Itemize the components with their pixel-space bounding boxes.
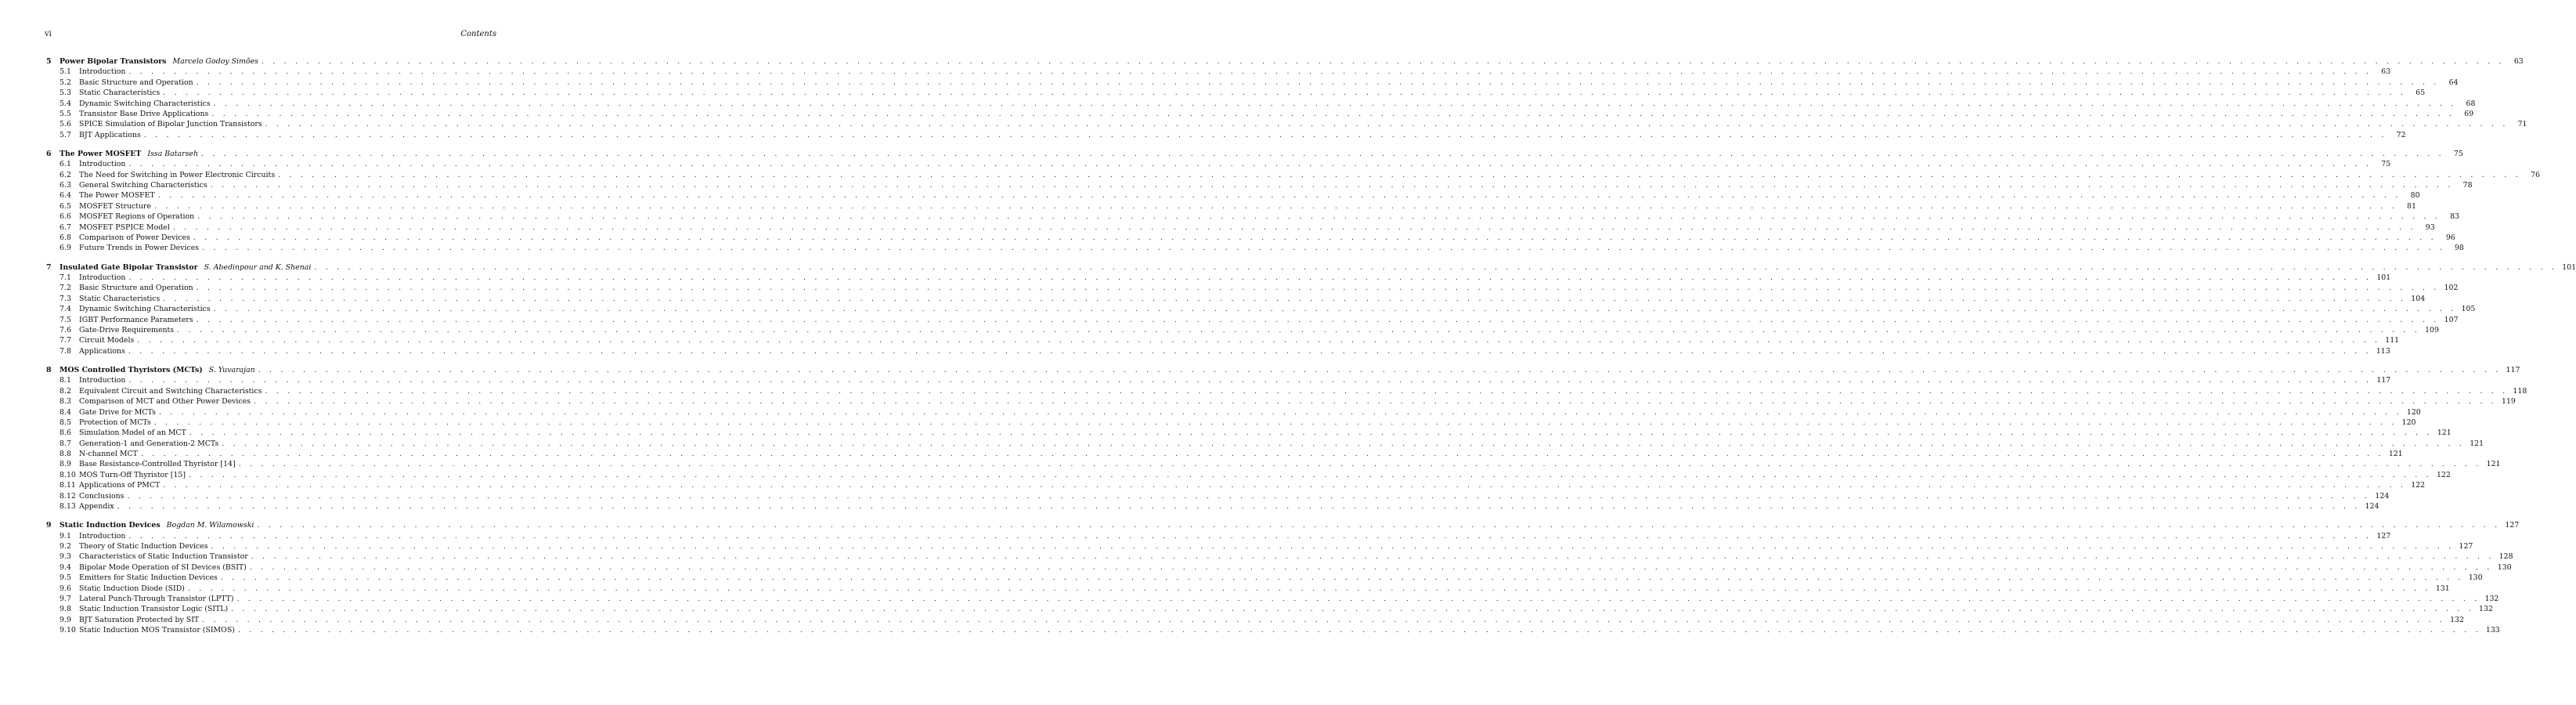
section-title: SPICE Simulation of Bipolar Junction Transistors bbox=[79, 120, 262, 129]
dot-leader: . . . . . . . . . . . . . . . . . . . . . . . . . . . . . . . . . . . . . . . . . . . . . . . . . . . . . . . . . . . . . . . . . . . . . . . . . . . . . . . . . . . . . . . . . . . . . . . . . . . . . . . . . . . . . . . . . . . . . . . . . . . . . . . . . . . . . . . . . . . . . . . . . . . . . . . . . . . . . . . . . . . . . . . . . . . . . . . . . . . . . . . . . . . . . . . . . . . . . . . . bbox=[157, 191, 2401, 201]
section-title: Generation-1 and Generation-2 MCTs bbox=[79, 439, 219, 448]
section-page: 120 bbox=[2406, 407, 2421, 417]
section-entry[interactable] bbox=[46, 190, 2420, 201]
section-number: 7.8 bbox=[60, 346, 71, 356]
section-page: 107 bbox=[2444, 315, 2459, 324]
section-number: 7.6 bbox=[60, 325, 71, 334]
chapter-author: Issa Batarseh bbox=[147, 149, 199, 158]
dot-leader: . . . . . . . . . . . . . . . . . . . . . . . . . . . . . . . . . . . . . . . . . . . . . . . . . . . . . . . . . . . . . . . . . . . . . . . . . . . . . . . . . . . . . . . . . . . . . . . . . . . . . . . . . . . . . . . . . . . . . . . . . . . . . . . . . . . . . . . . . . . . . . . . . . . . . . . . . . . . . . . . . . . . . . . . . . . . . . . . . . . . . . . . . . . . . . . . . . . . . . . . bbox=[177, 325, 2420, 334]
section-title: Protection of MCTs bbox=[79, 418, 151, 427]
section-title: Comparison of Power Devices bbox=[79, 233, 190, 243]
section-number: 9.8 bbox=[60, 605, 71, 614]
dot-leader: . . . . . . . . . . . . . . . . . . . . . . . . . . . . . . . . . . . . . . . . . . . . . . . . . . . . . . . . . . . . . . . . . . . . . . . . . . . . . . . . . . . . . . . . . . . . . . . . . . . . . . . . . . . . . . . . . . . . . . . . . . . . . . . . . . . . . . . . . . . . . . . . . . . . . . . . . . . . . . . . . . . . . . . . . . . . . . . . . . . . . . . . . . . . . . . . . . . . . . . . bbox=[128, 531, 2372, 540]
dot-leader: . . . . . . . . . . . . . . . . . . . . . . . . . . . . . . . . . . . . . . . . . . . . . . . . . . . . . . . . . . . . . . . . . . . . . . . . . . . . . . . . . . . . . . . . . . . . . . . . . . . . . . . . . . . . . . . . . . . . . . . . . . . . . . . . . . . . . . . . . . . . . . . . . . . . . . . . . . . . . . . . . . . . . . . . . . . . . . . . . . . . . . . . . . . . . . . . . . . . . . . . bbox=[189, 470, 2432, 479]
section-page: 80 bbox=[2410, 191, 2420, 201]
dot-leader: . . . . . . . . . . . . . . . . . . . . . . . . . . . . . . . . . . . . . . . . . . . . . . . . . . . . . . . . . . . . . . . . . . . . . . . . . . . . . . . . . . . . . . . . . . . . . . . . . . . . . . . . . . . . . . . . . . . . . . . . . . . . . . . . . . . . . . . . . . . . . . . . . . . . . . . . . . . . . . . . . . . . . . . . . . . . . . . . . . . . . . . . . . . . . . . . . . . . . . . . bbox=[128, 273, 2372, 283]
section-number: 9.1 bbox=[60, 531, 71, 540]
chapter-entry[interactable] bbox=[46, 520, 2520, 530]
table-of-contents bbox=[46, 56, 2576, 644]
section-title: Applications of PMCT bbox=[79, 481, 161, 490]
section-number: 6.7 bbox=[60, 222, 71, 232]
section-title: MOSFET Structure bbox=[79, 201, 152, 211]
section-title: IGBT Performance Parameters bbox=[79, 315, 193, 324]
dot-leader: . . . . . . . . . . . . . . . . . . . . . . . . . . . . . . . . . . . . . . . . . . . . . . . . . . . . . . . . . . . . . . . . . . . . . . . . . . . . . . . . . . . . . . . . . . . . . . . . . . . . . . . . . . . . . . . . . . . . . . . . . . . . . . . . . . . . . . . . . . . . . . . . . . . . . . . . . . . . . . . . . . . . . . . . . . . . . . . . . . . . . . . . . . . . . . . . . . . . . . . . bbox=[163, 481, 2407, 490]
section-title: Introduction bbox=[79, 531, 126, 540]
dot-leader: . . . . . . . . . . . . . . . . . . . . . . . . . . . . . . . . . . . . . . . . . . . . . . . . . . . . . . . . . . . . . . . . . . . . . . . . . . . . . . . . . . . . . . . . . . . . . . . . . . . . . . . . . . . . . . . . . . . . . . . . . . . . . . . . . . . . . . . . . . . . . . . . . . . . . . . . . . . . . . . . . . . . . . . . . . . . . . . . . . . . . . . . . . . . . . . . . . . . . . . . bbox=[163, 294, 2407, 303]
section-entry[interactable] bbox=[46, 501, 2379, 512]
section-title: Static Induction Diode (SID) bbox=[79, 584, 185, 593]
running-head bbox=[45, 30, 496, 41]
section-entry[interactable] bbox=[46, 243, 2464, 253]
section-page: 124 bbox=[2375, 491, 2390, 501]
section-number: 7.2 bbox=[60, 284, 71, 293]
section-page: 127 bbox=[2459, 541, 2473, 551]
section-entry[interactable] bbox=[46, 439, 2484, 449]
section-number: 5.2 bbox=[60, 78, 71, 87]
section-number: 5.5 bbox=[60, 109, 71, 118]
section-page: 131 bbox=[2435, 584, 2450, 593]
dot-leader: . . . . . . . . . . . . . . . . . . . . . . . . . . . . . . . . . . . . . . . . . . . . . . . . . . . . . . . . . . . . . . . . . . . . . . . . . . . . . . . . . . . . . . . . . . . . . . . . . . . . . . . . . . . . . . . . . . . . . . . . . . . . . . . . . . . . . . . . . . . . . . . . . . . . . . . . . . . . . . . . . . . . . . . . . . . . . . . . . . . . . . . . . . . . . . . . . . . . . . . . bbox=[213, 305, 2457, 314]
chapter-page: 127 bbox=[2505, 521, 2520, 530]
section-title: Basic Structure and Operation bbox=[79, 78, 193, 87]
section-title: The Need for Switching in Power Electronic Circuits bbox=[79, 170, 276, 179]
dot-leader: . . . . . . . . . . . . . . . . . . . . . . . . . . . . . . . . . . . . . . . . . . . . . . . . . . . . . . . . . . . . . . . . . . . . . . . . . . . . . . . . . . . . . . . . . . . . . . . . . . . . . . . . . . . . . . . . . . . . . . . . . . . . . . . . . . . . . . . . . . . . . . . . . . . . . . . . . . . . . . . . . . . . . . . . . . . . . . . . . . . . . . . . . . . . . . . . . . . . . . . . bbox=[213, 99, 2457, 108]
dot-leader: . . . . . . . . . . . . . . . . . . . . . . . . . . . . . . . . . . . . . . . . . . . . . . . . . . . . . . . . . . . . . . . . . . . . . . . . . . . . . . . . . . . . . . . . . . . . . . . . . . . . . . . . . . . . . . . . . . . . . . . . . . . . . . . . . . . . . . . . . . . . . . . . . . . . . . . . . . . . . . . . . . . . . . . . . . . . . . . . . . . . . . . . . . . . . . . . . . . . . . . . bbox=[128, 160, 2372, 169]
section-number: 9.5 bbox=[60, 573, 71, 583]
section-page: 72 bbox=[2396, 130, 2406, 139]
section-number: 7.3 bbox=[60, 294, 71, 303]
section-title: General Switching Characteristics bbox=[79, 181, 207, 190]
chapter-block bbox=[46, 262, 2576, 357]
section-number: 7.5 bbox=[60, 315, 71, 324]
chapter-page: 75 bbox=[2453, 149, 2463, 158]
section-number: 9.7 bbox=[60, 594, 71, 603]
section-entry[interactable] bbox=[46, 159, 2391, 169]
section-number: 8.9 bbox=[60, 460, 71, 469]
section-title: Lateral Punch-Through Transistor (LPTT) bbox=[79, 594, 234, 603]
section-number: 8.3 bbox=[60, 397, 71, 407]
page-number: vi bbox=[45, 30, 52, 38]
section-title: Base Resistance-Controlled Thyristor [14] bbox=[79, 460, 236, 469]
section-page: 132 bbox=[2479, 605, 2493, 614]
dot-leader: . . . . . . . . . . . . . . . . . . . . . . . . . . . . . . . . . . . . . . . . . . . . . . . . . . . . . . . . . . . . . . . . . . . . . . . . . . . . . . . . . . . . . . . . . . . . . . . . . . . . . . . . . . . . . . . . . . . . . . . . . . . . . . . . . . . . . . . . . . . . . . . . . . . . . . . . . . . . . . . . . . . . . . . . . . . . . . . . . . . . . . . . . . . . . . . . . . . . . . . . bbox=[254, 397, 2497, 407]
section-number: 6.2 bbox=[60, 170, 71, 179]
section-number: 8.4 bbox=[60, 407, 71, 417]
chapter-author: S. Abedinpour and K. Shenai bbox=[204, 262, 312, 272]
section-page: 76 bbox=[2531, 170, 2540, 179]
section-entry[interactable] bbox=[46, 201, 2416, 212]
section-page: 102 bbox=[2444, 284, 2459, 293]
section-title: Introduction bbox=[79, 160, 126, 169]
dot-leader: . . . . . . . . . . . . . . . . . . . . . . . . . . . . . . . . . . . . . . . . . . . . . . . . . . . . . . . . . . . . . . . . . . . . . . . . . . . . . . . . . . . . . . . . . . . . . . . . . . . . . . . . . . . . . . . . . . . . . . . . . . . . . . . . . . . . . . . . . . . . . . . . . . . . . . . . . . . . . . . . . . . . . . . . . . . . . . . . . . . . . . . . . . . . . . . . . . . . . . . . bbox=[137, 336, 2381, 345]
section-title: Dynamic Switching Characteristics bbox=[79, 99, 211, 108]
section-page: 130 bbox=[2468, 573, 2483, 583]
section-entry[interactable] bbox=[46, 428, 2452, 438]
section-entry[interactable] bbox=[46, 119, 2527, 129]
section-title: The Power MOSFET bbox=[79, 191, 155, 201]
section-page: 96 bbox=[2445, 233, 2455, 243]
section-page: 122 bbox=[2436, 470, 2451, 479]
dot-leader: . . . . . . . . . . . . . . . . . . . . . . . . . . . . . . . . . . . . . . . . . . . . . . . . . . . . . . . . . . . . . . . . . . . . . . . . . . . . . . . . . . . . . . . . . . . . . . . . . . . . . . . . . . . . . . . . . . . . . . . . . . . . . . . . . . . . . . . . . . . . . . . . . . . . . . . . . . . . . . . . . . . . . . . . . . . . . . . . . . . . . . . . . . . . . . . . . . . . . . . . bbox=[237, 626, 2481, 635]
section-number: 7.7 bbox=[60, 336, 71, 345]
section-entry[interactable] bbox=[46, 562, 2512, 573]
section-entry[interactable] bbox=[46, 304, 2476, 314]
section-page: 83 bbox=[2450, 212, 2460, 222]
chapter-title: Insulated Gate Bipolar Transistor bbox=[60, 262, 198, 272]
dot-leader: . . . . . . . . . . . . . . . . . . . . . . . . . . . . . . . . . . . . . . . . . . . . . . . . . . . . . . . . . . . . . . . . . . . . . . . . . . . . . . . . . . . . . . . . . . . . . . . . . . . . . . . . . . . . . . . . . . . . . . . . . . . . . . . . . . . . . . . . . . . . . . . . . . . . . . . . . . . . . . . . . . . . . . . . . . . . . . . . . . . . . . . . . . . . . . . . . . . . . . . . bbox=[128, 376, 2372, 385]
dot-leader: . . . . . . . . . . . . . . . . . . . . . . . . . . . . . . . . . . . . . . . . . . . . . . . . . . . . . . . . . . . . . . . . . . . . . . . . . . . . . . . . . . . . . . . . . . . . . . . . . . . . . . . . . . . . . . . . . . . . . . . . . . . . . . . . . . . . . . . . . . . . . . . . . . . . . . . . . . . . . . . . . . . . . . . . . . . . . . . . . . . . . . . . . . . . . . . . . . . . . . . . bbox=[196, 284, 2440, 293]
section-entry[interactable] bbox=[46, 233, 2455, 243]
section-entry[interactable] bbox=[46, 78, 2459, 88]
section-page: 124 bbox=[2365, 502, 2379, 512]
section-page: 75 bbox=[2381, 160, 2391, 169]
running-title: Contents bbox=[460, 30, 496, 38]
chapter-number: 7 bbox=[46, 262, 52, 272]
section-title: Basic Structure and Operation bbox=[79, 284, 193, 293]
section-page: 119 bbox=[2501, 397, 2516, 407]
section-number: 6.1 bbox=[60, 160, 71, 169]
dot-leader: . . . . . . . . . . . . . . . . . . . . . . . . . . . . . . . . . . . . . . . . . . . . . . . . . . . . . . . . . . . . . . . . . . . . . . . . . . . . . . . . . . . . . . . . . . . . . . . . . . . . . . . . . . . . . . . . . . . . . . . . . . . . . . . . . . . . . . . . . . . . . . . . . . . . . . . . . . . . . . . . . . . . . . . . . . . . . . . . . . . . . . . . . . . . . . . . . . . . . . . . bbox=[189, 428, 2433, 438]
section-title: Emitters for Static Induction Devices bbox=[79, 573, 218, 583]
section-entry[interactable] bbox=[46, 315, 2459, 325]
chapter-page: 63 bbox=[2513, 57, 2524, 66]
section-page: 65 bbox=[2415, 89, 2426, 98]
section-page: 98 bbox=[2454, 244, 2464, 253]
dot-leader: . . . . . . . . . . . . . . . . . . . . . . . . . . . . . . . . . . . . . . . . . . . . . . . . . . . . . . . . . . . . . . . . . . . . . . . . . . . . . . . . . . . . . . . . . . . . . . . . . . . . . . . . . . . . . . . . . . . . . . . . . . . . . . . . . . . . . . . . . . . . . . . . . . . . . . . . . . . . . . . . . . . . . . . . . . . . . . . . . . . . . . . . . . . . . . . . . . . . . . . . bbox=[211, 109, 2455, 118]
section-entry[interactable] bbox=[46, 625, 2500, 635]
chapter-number: 9 bbox=[46, 521, 52, 530]
section-entry[interactable] bbox=[46, 375, 2391, 385]
section-number: 6.8 bbox=[60, 233, 71, 243]
section-entry[interactable] bbox=[46, 449, 2403, 459]
section-page: 63 bbox=[2381, 67, 2391, 77]
chapter-author: Marcelo Godoy Simões bbox=[172, 57, 258, 66]
section-page: 118 bbox=[2513, 386, 2527, 396]
dot-leader: . . . . . . . . . . . . . . . . . . . . . . . . . . . . . . . . . . . . . . . . . . . . . . . . . . . . . . . . . . . . . . . . . . . . . . . . . . . . . . . . . . . . . . . . . . . . . . . . . . . . . . . . . . . . . . . . . . . . . . . . . . . . . . . . . . . . . . . . . . . . . . . . . . . . . . . . . . . . . . . . . . . . . . . . . . . . . . . . . . . . . . . . . . . . . . . . . . . . . . . . bbox=[238, 460, 2482, 469]
chapter-title: MOS Controlled Thyristors (MCTs) bbox=[60, 365, 203, 374]
section-number: 5.6 bbox=[60, 120, 71, 129]
section-entry[interactable] bbox=[46, 407, 2421, 418]
dot-leader: . . . . . . . . . . . . . . . . . . . . . . . . . . . . . . . . . . . . . . . . . . . . . . . . . . . . . . . . . . . . . . . . . . . . . . . . . . . . . . . . . . . . . . . . . . . . . . . . . . . . . . . . . . . . . . . . . . . . . . . . . . . . . . . . . . . . . . . . . . . . . . . . . . . . . . . . . . . . . . . . . . . . . . . . . . . . . . . . . . . . . . . . . . . . . . . . . . . . . . . . bbox=[258, 365, 2502, 374]
dot-leader: . . . . . . . . . . . . . . . . . . . . . . . . . . . . . . . . . . . . . . . . . . . . . . . . . . . . . . . . . . . . . . . . . . . . . . . . . . . . . . . . . . . . . . . . . . . . . . . . . . . . . . . . . . . . . . . . . . . . . . . . . . . . . . . . . . . . . . . . . . . . . . . . . . . . . . . . . . . . . . . . . . . . . . . . . . . . . . . . . . . . . . . . . . . . . . . . . . . . . . . . bbox=[154, 201, 2397, 211]
section-entry[interactable] bbox=[46, 130, 2406, 140]
dot-leader: . . . . . . . . . . . . . . . . . . . . . . . . . . . . . . . . . . . . . . . . . . . . . . . . . . . . . . . . . . . . . . . . . . . . . . . . . . . . . . . . . . . . . . . . . . . . . . . . . . . . . . . . . . . . . . . . . . . . . . . . . . . . . . . . . . . . . . . . . . . . . . . . . . . . . . . . . . . . . . . . . . . . . . . . . . . . . . . . . . . . . . . . . . . . . . . . . . . . . . . . bbox=[202, 244, 2445, 253]
dot-leader: . . . . . . . . . . . . . . . . . . . . . . . . . . . . . . . . . . . . . . . . . . . . . . . . . . . . . . . . . . . . . . . . . . . . . . . . . . . . . . . . . . . . . . . . . . . . . . . . . . . . . . . . . . . . . . . . . . . . . . . . . . . . . . . . . . . . . . . . . . . . . . . . . . . . . . . . . . . . . . . . . . . . . . . . . . . . . . . . . . . . . . . . . . . . . . . . . . . . . . . . bbox=[201, 149, 2444, 158]
section-entry[interactable] bbox=[46, 491, 2390, 501]
section-title: Static Induction MOS Transistor (SIMOS) bbox=[79, 626, 235, 635]
section-number: 8.13 bbox=[60, 502, 76, 512]
dot-leader: . . . . . . . . . . . . . . . . . . . . . . . . . . . . . . . . . . . . . . . . . . . . . . . . . . . . . . . . . . . . . . . . . . . . . . . . . . . . . . . . . . . . . . . . . . . . . . . . . . . . . . . . . . . . . . . . . . . . . . . . . . . . . . . . . . . . . . . . . . . . . . . . . . . . . . . . . . . . . . . . . . . . . . . . . . . . . . . . . . . . . . . . . . . . . . . . . . . . . . . . bbox=[222, 439, 2466, 448]
section-page: 132 bbox=[2450, 615, 2464, 624]
chapter-page: 117 bbox=[2506, 365, 2520, 374]
chapter-title: Static Induction Devices bbox=[60, 521, 161, 530]
section-title: Future Trends in Power Devices bbox=[79, 244, 200, 253]
section-page: 104 bbox=[2411, 294, 2426, 303]
section-number: 8.8 bbox=[60, 450, 71, 459]
section-entry[interactable] bbox=[46, 294, 2426, 304]
section-entry[interactable] bbox=[46, 222, 2435, 233]
section-entry[interactable] bbox=[46, 604, 2493, 614]
section-title: MOS Turn-Off Thyristor [15] bbox=[79, 470, 186, 479]
dot-leader: . . . . . . . . . . . . . . . . . . . . . . . . . . . . . . . . . . . . . . . . . . . . . . . . . . . . . . . . . . . . . . . . . . . . . . . . . . . . . . . . . . . . . . . . . . . . . . . . . . . . . . . . . . . . . . . . . . . . . . . . . . . . . . . . . . . . . . . . . . . . . . . . . . . . . . . . . . . . . . . . . . . . . . . . . . . . . . . . . . . . . . . . . . . . . . . . . . . . . . . . bbox=[128, 67, 2372, 77]
section-entry[interactable] bbox=[46, 531, 2391, 541]
chapter-block bbox=[46, 56, 2527, 140]
section-page: 109 bbox=[2425, 325, 2439, 334]
section-title: Introduction bbox=[79, 376, 126, 385]
section-page: 128 bbox=[2498, 552, 2513, 562]
section-number: 7.4 bbox=[60, 305, 71, 314]
section-page: 117 bbox=[2376, 376, 2391, 385]
section-entry[interactable] bbox=[46, 470, 2451, 480]
section-entry[interactable] bbox=[46, 325, 2439, 335]
section-number: 9.3 bbox=[60, 552, 71, 562]
section-page: 81 bbox=[2407, 201, 2416, 211]
section-entry[interactable] bbox=[46, 283, 2459, 293]
section-entry[interactable] bbox=[46, 551, 2513, 562]
dot-leader: . . . . . . . . . . . . . . . . . . . . . . . . . . . . . . . . . . . . . . . . . . . . . . . . . . . . . . . . . . . . . . . . . . . . . . . . . . . . . . . . . . . . . . . . . . . . . . . . . . . . . . . . . . . . . . . . . . . . . . . . . . . . . . . . . . . . . . . . . . . . . . . . . . . . . . . . . . . . . . . . . . . . . . . . . . . . . . . . . . . . . . . . . . . . . . . . . . . . . . . . bbox=[265, 120, 2509, 129]
chapter-block bbox=[46, 365, 2527, 512]
section-entry[interactable] bbox=[46, 180, 2473, 190]
section-page: 93 bbox=[2425, 222, 2435, 232]
section-page: 71 bbox=[2517, 120, 2527, 129]
section-number: 6.9 bbox=[60, 244, 71, 253]
dot-leader: . . . . . . . . . . . . . . . . . . . . . . . . . . . . . . . . . . . . . . . . . . . . . . . . . . . . . . . . . . . . . . . . . . . . . . . . . . . . . . . . . . . . . . . . . . . . . . . . . . . . . . . . . . . . . . . . . . . . . . . . . . . . . . . . . . . . . . . . . . . . . . . . . . . . . . . . . . . . . . . . . . . . . . . . . . . . . . . . . . . . . . . . . . . . . . . . . . . . . . . . bbox=[249, 562, 2493, 572]
chapter-entry[interactable] bbox=[46, 262, 2576, 273]
dot-leader: . . . . . . . . . . . . . . . . . . . . . . . . . . . . . . . . . . . . . . . . . . . . . . . . . . . . . . . . . . . . . . . . . . . . . . . . . . . . . . . . . . . . . . . . . . . . . . . . . . . . . . . . . . . . . . . . . . . . . . . . . . . . . . . . . . . . . . . . . . . . . . . . . . . . . . . . . . . . . . . . . . . . . . . . . . . . . . . . . . . . . . . . . . . . . . . . . . . . . . . . bbox=[158, 407, 2402, 417]
section-title: Static Induction Transistor Logic (SITL) bbox=[79, 605, 229, 614]
section-page: 121 bbox=[2388, 450, 2403, 459]
section-title: Theory of Static Induction Devices bbox=[79, 541, 208, 551]
section-title: Simulation Model of an MCT bbox=[79, 428, 186, 438]
section-title: Comparison of MCT and Other Power Devices bbox=[79, 397, 251, 407]
section-title: Appendix bbox=[79, 502, 114, 512]
section-number: 8.5 bbox=[60, 418, 71, 427]
section-number: 9.6 bbox=[60, 584, 71, 593]
section-title: Dynamic Switching Characteristics bbox=[79, 305, 211, 314]
section-title: N-channel MCT bbox=[79, 450, 138, 459]
dot-leader: . . . . . . . . . . . . . . . . . . . . . . . . . . . . . . . . . . . . . . . . . . . . . . . . . . . . . . . . . . . . . . . . . . . . . . . . . . . . . . . . . . . . . . . . . . . . . . . . . . . . . . . . . . . . . . . . . . . . . . . . . . . . . . . . . . . . . . . . . . . . . . . . . . . . . . . . . . . . . . . . . . . . . . . . . . . . . . . . . . . . . . . . . . . . . . . . . . . . . . . . bbox=[210, 181, 2454, 190]
section-page: 121 bbox=[2470, 439, 2484, 448]
section-entry[interactable] bbox=[46, 594, 2499, 604]
section-entry[interactable] bbox=[46, 418, 2416, 428]
dot-leader: . . . . . . . . . . . . . . . . . . . . . . . . . . . . . . . . . . . . . . . . . . . . . . . . . . . . . . . . . . . . . . . . . . . . . . . . . . . . . . . . . . . . . . . . . . . . . . . . . . . . . . . . . . . . . . . . . . . . . . . . . . . . . . . . . . . . . . . . . . . . . . . . . . . . . . . . . . . . . . . . . . . . . . . . . . . . . . . . . . . . . . . . . . . . . . . . . . . . . . . . bbox=[193, 233, 2437, 243]
section-number: 8.10 bbox=[60, 470, 76, 479]
chapter-number: 6 bbox=[46, 149, 52, 158]
section-title: Equivalent Circuit and Switching Characteristics bbox=[79, 386, 262, 396]
chapter-author: Bogdan M. Wilamowski bbox=[166, 521, 254, 530]
section-title: BJT Saturation Protected by SIT bbox=[79, 615, 200, 624]
dot-leader: . . . . . . . . . . . . . . . . . . . . . . . . . . . . . . . . . . . . . . . . . . . . . . . . . . . . . . . . . . . . . . . . . . . . . . . . . . . . . . . . . . . . . . . . . . . . . . . . . . . . . . . . . . . . . . . . . . . . . . . . . . . . . . . . . . . . . . . . . . . . . . . . . . . . . . . . . . . . . . . . . . . . . . . . . . . . . . . . . . . . . . . . . . . . . . . . . . . . . . . . bbox=[202, 615, 2445, 624]
dot-leader: . . . . . . . . . . . . . . . . . . . . . . . . . . . . . . . . . . . . . . . . . . . . . . . . . . . . . . . . . . . . . . . . . . . . . . . . . . . . . . . . . . . . . . . . . . . . . . . . . . . . . . . . . . . . . . . . . . . . . . . . . . . . . . . . . . . . . . . . . . . . . . . . . . . . . . . . . . . . . . . . . . . . . . . . . . . . . . . . . . . . . . . . . . . . . . . . . . . . . . . . bbox=[196, 315, 2440, 324]
section-page: 113 bbox=[2376, 346, 2390, 356]
section-title: Circuit Models bbox=[79, 336, 135, 345]
section-number: 5.1 bbox=[60, 67, 71, 77]
section-entry[interactable] bbox=[46, 346, 2390, 356]
chapter-title: The Power MOSFET bbox=[60, 149, 142, 158]
section-number: 6.6 bbox=[60, 212, 71, 222]
chapter-author: S. Yuvarajan bbox=[208, 365, 255, 374]
section-entry[interactable] bbox=[46, 480, 2426, 490]
dot-leader: . . . . . . . . . . . . . . . . . . . . . . . . . . . . . . . . . . . . . . . . . . . . . . . . . . . . . . . . . . . . . . . . . . . . . . . . . . . . . . . . . . . . . . . . . . . . . . . . . . . . . . . . . . . . . . . . . . . . . . . . . . . . . . . . . . . . . . . . . . . . . . . . . . . . . . . . . . . . . . . . . . . . . . . . . . . . . . . . . . . . . . . . . . . . . . . . . . . . . . . . bbox=[265, 386, 2509, 396]
section-entry[interactable] bbox=[46, 584, 2450, 594]
dot-leader: . . . . . . . . . . . . . . . . . . . . . . . . . . . . . . . . . . . . . . . . . . . . . . . . . . . . . . . . . . . . . . . . . . . . . . . . . . . . . . . . . . . . . . . . . . . . . . . . . . . . . . . . . . . . . . . . . . . . . . . . . . . . . . . . . . . . . . . . . . . . . . . . . . . . . . . . . . . . . . . . . . . . . . . . . . . . . . . . . . . . . . . . . . . . . . . . . . . . . . . . bbox=[153, 418, 2397, 427]
section-title: Static Characteristics bbox=[79, 89, 161, 98]
dot-leader: . . . . . . . . . . . . . . . . . . . . . . . . . . . . . . . . . . . . . . . . . . . . . . . . . . . . . . . . . . . . . . . . . . . . . . . . . . . . . . . . . . . . . . . . . . . . . . . . . . . . . . . . . . . . . . . . . . . . . . . . . . . . . . . . . . . . . . . . . . . . . . . . . . . . . . . . . . . . . . . . . . . . . . . . . . . . . . . . . . . . . . . . . . . . . . . . . . . . . . . . bbox=[314, 262, 2558, 272]
section-title: Transistor Base Drive Applications bbox=[79, 109, 209, 118]
section-entry[interactable] bbox=[46, 212, 2460, 222]
chapter-title: Power Bipolar Transistors bbox=[60, 57, 167, 66]
section-number: 5.7 bbox=[60, 130, 71, 139]
dot-leader: . . . . . . . . . . . . . . . . . . . . . . . . . . . . . . . . . . . . . . . . . . . . . . . . . . . . . . . . . . . . . . . . . . . . . . . . . . . . . . . . . . . . . . . . . . . . . . . . . . . . . . . . . . . . . . . . . . . . . . . . . . . . . . . . . . . . . . . . . . . . . . . . . . . . . . . . . . . . . . . . . . . . . . . . . . . . . . . . . . . . . . . . . . . . . . . . . . . . . . . . bbox=[127, 491, 2371, 501]
section-page: 130 bbox=[2497, 562, 2512, 572]
chapter-entry[interactable] bbox=[46, 149, 2463, 159]
section-title: Introduction bbox=[79, 67, 126, 77]
section-number: 6.3 bbox=[60, 181, 71, 190]
section-number: 5.3 bbox=[60, 89, 71, 98]
section-number: 9.4 bbox=[60, 562, 71, 572]
section-entry[interactable] bbox=[46, 459, 2501, 469]
section-page: 121 bbox=[2486, 460, 2501, 469]
dot-leader: . . . . . . . . . . . . . . . . . . . . . . . . . . . . . . . . . . . . . . . . . . . . . . . . . . . . . . . . . . . . . . . . . . . . . . . . . . . . . . . . . . . . . . . . . . . . . . . . . . . . . . . . . . . . . . . . . . . . . . . . . . . . . . . . . . . . . . . . . . . . . . . . . . . . . . . . . . . . . . . . . . . . . . . . . . . . . . . . . . . . . . . . . . . . . . . . . . . . . . . . bbox=[117, 502, 2361, 512]
section-entry[interactable] bbox=[46, 88, 2426, 98]
section-number: 8.2 bbox=[60, 386, 71, 396]
dot-leader: . . . . . . . . . . . . . . . . . . . . . . . . . . . . . . . . . . . . . . . . . . . . . . . . . . . . . . . . . . . . . . . . . . . . . . . . . . . . . . . . . . . . . . . . . . . . . . . . . . . . . . . . . . . . . . . . . . . . . . . . . . . . . . . . . . . . . . . . . . . . . . . . . . . . . . . . . . . . . . . . . . . . . . . . . . . . . . . . . . . . . . . . . . . . . . . . . . . . . . . . bbox=[196, 78, 2440, 87]
chapter-block bbox=[46, 520, 2520, 635]
section-page: 120 bbox=[2401, 418, 2416, 427]
section-title: Gate-Drive Requirements bbox=[79, 325, 175, 334]
section-number: 9.10 bbox=[60, 626, 76, 635]
chapter-page: 101 bbox=[2562, 262, 2576, 272]
section-entry[interactable] bbox=[46, 273, 2391, 283]
section-number: 9.2 bbox=[60, 541, 71, 551]
section-page: 133 bbox=[2485, 626, 2500, 635]
section-entry[interactable] bbox=[46, 67, 2391, 77]
chapter-entry[interactable] bbox=[46, 365, 2520, 375]
section-title: BJT Applications bbox=[79, 130, 141, 139]
section-entry[interactable] bbox=[46, 109, 2474, 119]
section-page: 64 bbox=[2448, 78, 2459, 87]
section-page: 111 bbox=[2385, 336, 2400, 345]
section-title: Applications bbox=[79, 346, 125, 356]
dot-leader: . . . . . . . . . . . . . . . . . . . . . . . . . . . . . . . . . . . . . . . . . . . . . . . . . . . . . . . . . . . . . . . . . . . . . . . . . . . . . . . . . . . . . . . . . . . . . . . . . . . . . . . . . . . . . . . . . . . . . . . . . . . . . . . . . . . . . . . . . . . . . . . . . . . . . . . . . . . . . . . . . . . . . . . . . . . . . . . . . . . . . . . . . . . . . . . . . . . . . . . . bbox=[172, 222, 2416, 232]
section-page: 105 bbox=[2461, 305, 2476, 314]
dot-leader: . . . . . . . . . . . . . . . . . . . . . . . . . . . . . . . . . . . . . . . . . . . . . . . . . . . . . . . . . . . . . . . . . . . . . . . . . . . . . . . . . . . . . . . . . . . . . . . . . . . . . . . . . . . . . . . . . . . . . . . . . . . . . . . . . . . . . . . . . . . . . . . . . . . . . . . . . . . . . . . . . . . . . . . . . . . . . . . . . . . . . . . . . . . . . . . . . . . . . . . . bbox=[143, 130, 2387, 139]
section-page: 78 bbox=[2462, 181, 2473, 190]
section-entry[interactable] bbox=[46, 386, 2527, 396]
dot-leader: . . . . . . . . . . . . . . . . . . . . . . . . . . . . . . . . . . . . . . . . . . . . . . . . . . . . . . . . . . . . . . . . . . . . . . . . . . . . . . . . . . . . . . . . . . . . . . . . . . . . . . . . . . . . . . . . . . . . . . . . . . . . . . . . . . . . . . . . . . . . . . . . . . . . . . . . . . . . . . . . . . . . . . . . . . . . . . . . . . . . . . . . . . . . . . . . . . . . . . . . bbox=[236, 594, 2480, 603]
section-page: 101 bbox=[2376, 273, 2391, 283]
dot-leader: . . . . . . . . . . . . . . . . . . . . . . . . . . . . . . . . . . . . . . . . . . . . . . . . . . . . . . . . . . . . . . . . . . . . . . . . . . . . . . . . . . . . . . . . . . . . . . . . . . . . . . . . . . . . . . . . . . . . . . . . . . . . . . . . . . . . . . . . . . . . . . . . . . . . . . . . . . . . . . . . . . . . . . . . . . . . . . . . . . . . . . . . . . . . . . . . . . . . . . . . bbox=[163, 89, 2407, 98]
dot-leader: . . . . . . . . . . . . . . . . . . . . . . . . . . . . . . . . . . . . . . . . . . . . . . . . . . . . . . . . . . . . . . . . . . . . . . . . . . . . . . . . . . . . . . . . . . . . . . . . . . . . . . . . . . . . . . . . . . . . . . . . . . . . . . . . . . . . . . . . . . . . . . . . . . . . . . . . . . . . . . . . . . . . . . . . . . . . . . . . . . . . . . . . . . . . . . . . . . . . . . . . bbox=[220, 573, 2464, 583]
section-title: MOSFET Regions of Operation bbox=[79, 212, 195, 222]
section-number: 8.7 bbox=[60, 439, 71, 448]
chapter-number: 5 bbox=[46, 57, 52, 66]
section-title: Introduction bbox=[79, 273, 126, 283]
dot-leader: . . . . . . . . . . . . . . . . . . . . . . . . . . . . . . . . . . . . . . . . . . . . . . . . . . . . . . . . . . . . . . . . . . . . . . . . . . . . . . . . . . . . . . . . . . . . . . . . . . . . . . . . . . . . . . . . . . . . . . . . . . . . . . . . . . . . . . . . . . . . . . . . . . . . . . . . . . . . . . . . . . . . . . . . . . . . . . . . . . . . . . . . . . . . . . . . . . . . . . . . bbox=[257, 521, 2501, 530]
section-title: Static Characteristics bbox=[79, 294, 161, 303]
chapter-block bbox=[46, 149, 2540, 254]
section-entry[interactable] bbox=[46, 99, 2476, 109]
section-entry[interactable] bbox=[46, 335, 2400, 345]
section-entry[interactable] bbox=[46, 573, 2483, 583]
section-entry[interactable] bbox=[46, 170, 2540, 180]
section-title: Characteristics of Static Induction Transistor bbox=[79, 552, 248, 562]
section-number: 6.5 bbox=[60, 201, 71, 211]
section-title: MOSFET PSPICE Model bbox=[79, 222, 170, 232]
section-page: 132 bbox=[2484, 594, 2499, 603]
section-number: 7.1 bbox=[60, 273, 71, 283]
section-page: 122 bbox=[2411, 481, 2426, 490]
dot-leader: . . . . . . . . . . . . . . . . . . . . . . . . . . . . . . . . . . . . . . . . . . . . . . . . . . . . . . . . . . . . . . . . . . . . . . . . . . . . . . . . . . . . . . . . . . . . . . . . . . . . . . . . . . . . . . . . . . . . . . . . . . . . . . . . . . . . . . . . . . . . . . . . . . . . . . . . . . . . . . . . . . . . . . . . . . . . . . . . . . . . . . . . . . . . . . . . . . . . . . . . bbox=[211, 541, 2455, 551]
chapter-number: 8 bbox=[46, 365, 52, 374]
section-title: Conclusions bbox=[79, 491, 124, 501]
section-number: 5.4 bbox=[60, 99, 71, 108]
section-number: 8.12 bbox=[60, 491, 76, 501]
dot-leader: . . . . . . . . . . . . . . . . . . . . . . . . . . . . . . . . . . . . . . . . . . . . . . . . . . . . . . . . . . . . . . . . . . . . . . . . . . . . . . . . . . . . . . . . . . . . . . . . . . . . . . . . . . . . . . . . . . . . . . . . . . . . . . . . . . . . . . . . . . . . . . . . . . . . . . . . . . . . . . . . . . . . . . . . . . . . . . . . . . . . . . . . . . . . . . . . . . . . . . . . bbox=[251, 552, 2495, 562]
section-number: 8.6 bbox=[60, 428, 71, 438]
section-page: 121 bbox=[2437, 428, 2452, 438]
dot-leader: . . . . . . . . . . . . . . . . . . . . . . . . . . . . . . . . . . . . . . . . . . . . . . . . . . . . . . . . . . . . . . . . . . . . . . . . . . . . . . . . . . . . . . . . . . . . . . . . . . . . . . . . . . . . . . . . . . . . . . . . . . . . . . . . . . . . . . . . . . . . . . . . . . . . . . . . . . . . . . . . . . . . . . . . . . . . . . . . . . . . . . . . . . . . . . . . . . . . . . . . bbox=[278, 170, 2521, 179]
section-page: 127 bbox=[2376, 531, 2391, 540]
section-number: 8.11 bbox=[60, 481, 76, 490]
section-number: 9.9 bbox=[60, 615, 71, 624]
section-entry[interactable] bbox=[46, 541, 2473, 551]
chapter-entry[interactable] bbox=[46, 56, 2524, 67]
dot-leader: . . . . . . . . . . . . . . . . . . . . . . . . . . . . . . . . . . . . . . . . . . . . . . . . . . . . . . . . . . . . . . . . . . . . . . . . . . . . . . . . . . . . . . . . . . . . . . . . . . . . . . . . . . . . . . . . . . . . . . . . . . . . . . . . . . . . . . . . . . . . . . . . . . . . . . . . . . . . . . . . . . . . . . . . . . . . . . . . . . . . . . . . . . . . . . . . . . . . . . . . bbox=[261, 57, 2505, 66]
dot-leader: . . . . . . . . . . . . . . . . . . . . . . . . . . . . . . . . . . . . . . . . . . . . . . . . . . . . . . . . . . . . . . . . . . . . . . . . . . . . . . . . . . . . . . . . . . . . . . . . . . . . . . . . . . . . . . . . . . . . . . . . . . . . . . . . . . . . . . . . . . . . . . . . . . . . . . . . . . . . . . . . . . . . . . . . . . . . . . . . . . . . . . . . . . . . . . . . . . . . . . . . bbox=[197, 212, 2441, 222]
section-title: Gate Drive for MCTs bbox=[79, 407, 156, 417]
section-entry[interactable] bbox=[46, 615, 2464, 625]
dot-leader: . . . . . . . . . . . . . . . . . . . . . . . . . . . . . . . . . . . . . . . . . . . . . . . . . . . . . . . . . . . . . . . . . . . . . . . . . . . . . . . . . . . . . . . . . . . . . . . . . . . . . . . . . . . . . . . . . . . . . . . . . . . . . . . . . . . . . . . . . . . . . . . . . . . . . . . . . . . . . . . . . . . . . . . . . . . . . . . . . . . . . . . . . . . . . . . . . . . . . . . . bbox=[187, 584, 2431, 593]
section-page: 68 bbox=[2466, 99, 2476, 108]
dot-leader: . . . . . . . . . . . . . . . . . . . . . . . . . . . . . . . . . . . . . . . . . . . . . . . . . . . . . . . . . . . . . . . . . . . . . . . . . . . . . . . . . . . . . . . . . . . . . . . . . . . . . . . . . . . . . . . . . . . . . . . . . . . . . . . . . . . . . . . . . . . . . . . . . . . . . . . . . . . . . . . . . . . . . . . . . . . . . . . . . . . . . . . . . . . . . . . . . . . . . . . . bbox=[128, 346, 2372, 356]
section-entry[interactable] bbox=[46, 396, 2516, 407]
dot-leader: . . . . . . . . . . . . . . . . . . . . . . . . . . . . . . . . . . . . . . . . . . . . . . . . . . . . . . . . . . . . . . . . . . . . . . . . . . . . . . . . . . . . . . . . . . . . . . . . . . . . . . . . . . . . . . . . . . . . . . . . . . . . . . . . . . . . . . . . . . . . . . . . . . . . . . . . . . . . . . . . . . . . . . . . . . . . . . . . . . . . . . . . . . . . . . . . . . . . . . . . bbox=[231, 605, 2474, 614]
section-number: 8.1 bbox=[60, 376, 71, 385]
section-page: 69 bbox=[2464, 109, 2474, 118]
section-title: Bipolar Mode Operation of SI Devices (BSIT) bbox=[79, 562, 247, 572]
section-number: 6.4 bbox=[60, 191, 71, 201]
dot-leader: . . . . . . . . . . . . . . . . . . . . . . . . . . . . . . . . . . . . . . . . . . . . . . . . . . . . . . . . . . . . . . . . . . . . . . . . . . . . . . . . . . . . . . . . . . . . . . . . . . . . . . . . . . . . . . . . . . . . . . . . . . . . . . . . . . . . . . . . . . . . . . . . . . . . . . . . . . . . . . . . . . . . . . . . . . . . . . . . . . . . . . . . . . . . . . . . . . . . . . . . bbox=[140, 450, 2384, 459]
